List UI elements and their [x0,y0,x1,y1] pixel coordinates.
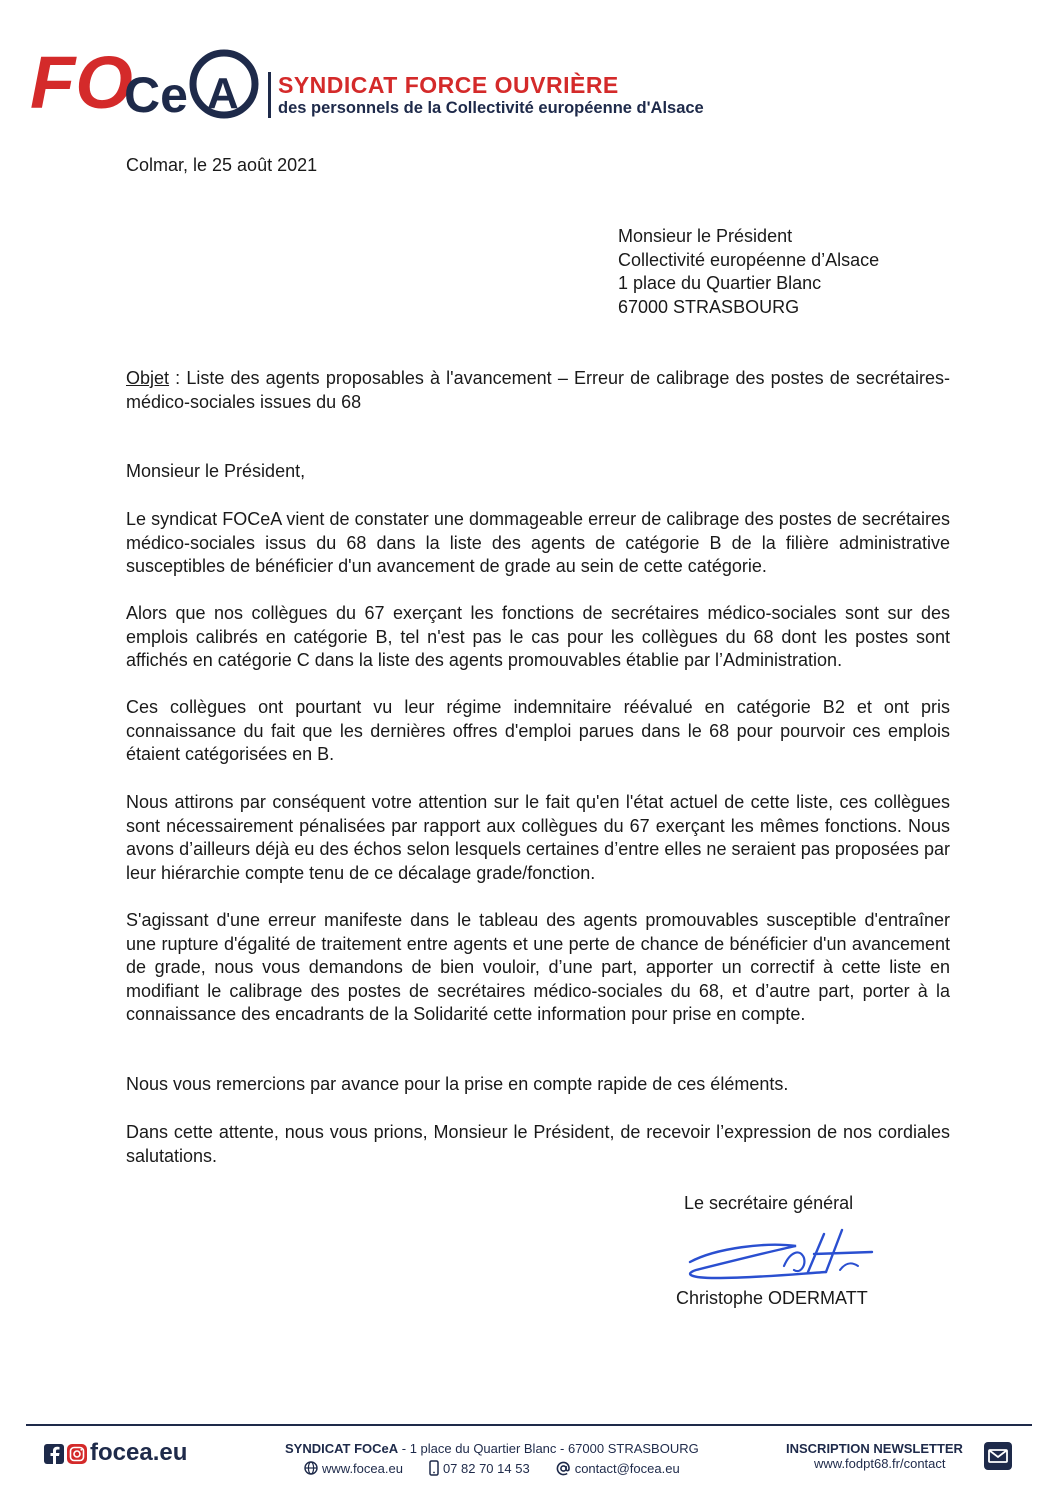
at-icon [556,1461,571,1476]
recipient-line: Collectivité européenne d’Alsace [618,249,880,270]
footer-rule [26,1424,1032,1426]
footer-phone-text: 07 82 70 14 53 [442,1460,530,1476]
envelope-icon[interactable] [984,1442,1012,1470]
footer-website[interactable] [304,1461,403,1476]
phone-icon [429,1460,439,1476]
recipient-address [618,225,879,319]
footer-org [285,1441,699,1456]
svg-text:A: A [207,69,239,118]
body-paragraph: Nous vous remercions par avance pour la prise en compte rapide de ces éléments. [126,1074,789,1094]
instagram-icon [67,1444,87,1464]
subject-label: Objet [126,368,170,388]
footer-contacts [304,1460,706,1476]
social-icons [44,1443,72,1465]
footer-email-text: contact@focea.eu [574,1460,680,1476]
date-line: Colmar, le 25 août 2021 [126,155,318,175]
newsletter-title: INSCRIPTION NEWSLETTER [786,1441,963,1456]
focea-logo [30,30,260,122]
footer-phone[interactable] [429,1460,530,1476]
footer-site-link[interactable]: focea.eu [90,1439,188,1466]
signer-role: Le secrétaire général [684,1193,854,1213]
body-paragraph: S'agissant d'une erreur manifeste dans le tableau des agents promouvables susceptible d'entraîner une rupture d'égalité de traitement entre agents et une perte de chance de bénéficier d'un avancement de grade, nous vous demandons de bien vouloir, d’une part, apporter un correctif à cette liste en modifiant le calibrage des postes de secrétaires médico-sociales du 68, et d’autre part, porter à la connaissance des encadrants de la Solidarité cette information pour prise en compte. [126,910,950,1024]
globe-icon [304,1461,318,1475]
newsletter-link[interactable]: www.fodpt68.fr/contact [814,1456,946,1471]
handwritten-signature [676,1226,881,1288]
footer-org-address: - 1 place du Quartier Blanc - 67000 STRASBOURG [398,1441,699,1456]
svg-text:FO: FO [30,41,133,122]
subject-line [126,367,950,414]
body-paragraph: Le syndicat FOCeA vient de constater une dommageable erreur de calibrage des postes de secrétaires médico-sociales issus du 68 dans la liste des agents de catégorie B de la filière administrative susceptibles de bénéficier d'un avancement de grade au sein de cette catégorie. [126,509,950,576]
svg-text:Ce: Ce [124,67,188,122]
header-divider [268,72,271,118]
header-title: SYNDICAT FORCE OUVRIÈRE [278,72,619,98]
recipient-line: 67000 STRASBOURG [618,296,800,317]
footer-org-name: SYNDICAT FOCeA [285,1441,399,1456]
body-paragraph: Ces collègues ont pourtant vu leur régime indemnitaire réévalué en catégorie B2 et ont pris connaissance du fait que les dernières offres d'emploi parues dans le 68 pour pourvoir ces emplois étaient catégorisées en B. [126,697,950,764]
recipient-line: Monsieur le Président [618,226,793,246]
facebook-icon [44,1444,64,1464]
header-subtitle: des personnels de la Collectivité européenne d'Alsace [278,99,704,117]
subject-text: : Liste des agents proposables à l'avancement – Erreur de calibrage des postes de secrétaires-médico-sociales issues du 68 [126,368,950,412]
signer-name: Christophe ODERMATT [676,1288,868,1308]
body-paragraph: Nous attirons par conséquent votre attention sur le fait qu'en l'état actuel de cette liste, ces collègues sont nécessairement pénalisées par rapport aux collègues du 67 exerçant les mêmes fonctions. Nous avons d’ailleurs déjà eu des échos selon lesquels certaines d’entre elles ne seraient pas proposées par leur hiérarchie compte tenu de ce décalage grade/fonction. [126,792,950,883]
footer-website-text: www.focea.eu [322,1460,403,1476]
body-paragraph: Alors que nos collègues du 67 exerçant les fonctions de secrétaires médico-sociales sont sur des emplois calibrés en catégorie B, tel n'est pas le cas pour les collègues du 68 dont les postes sont affichés en catégorie C dans la liste des agents promouvables établie par l’Administration. [126,603,950,670]
recipient-line: 1 place du Quartier Blanc [618,273,822,293]
salutation: Monsieur le Président, [126,461,306,481]
body-paragraph: Dans cette attente, nous vous prions, Monsieur le Président, de recevoir l’expression de nos cordiales salutations. [126,1122,950,1166]
footer-email[interactable] [556,1461,680,1476]
